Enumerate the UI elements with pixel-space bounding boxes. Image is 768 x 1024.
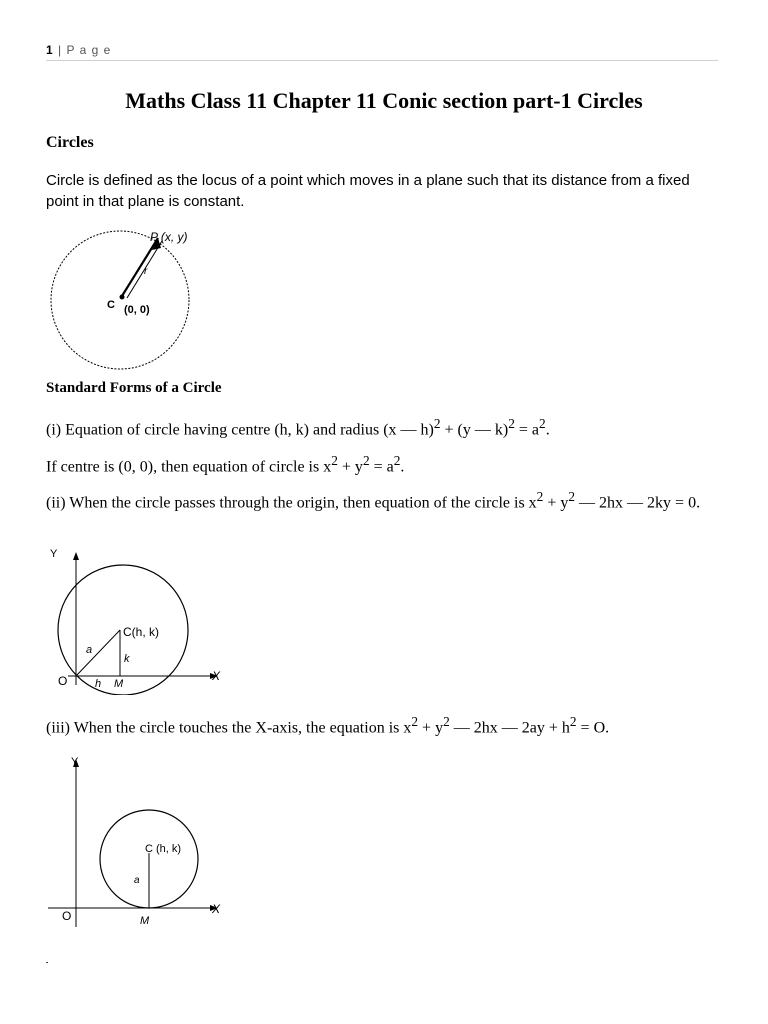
page-title: Maths Class 11 Chapter 11 Conic section part-1 Circles	[125, 88, 643, 113]
footer-mark	[46, 962, 48, 963]
m-label: M	[114, 678, 124, 690]
circle-definition: Circle is defined as the locus of a point which moves in a plane such that its distance from a fixed point in that plane is constant.	[46, 172, 690, 210]
centre-point	[120, 295, 125, 300]
origin-label: O	[62, 909, 72, 923]
circle-through-origin-figure	[40, 540, 240, 695]
equation-centre-hk: (i) Equation of circle having centre (h, k) and radius (x — h)$^2$ + (y — $k)^2 = a^2$.	[46, 416, 550, 439]
equation-centre-origin: If centre is (0, 0), then equation of circle is $x^2 + y^2 = a^2$.	[46, 453, 405, 476]
radius-label: r	[144, 266, 148, 277]
radius-label: a	[86, 644, 93, 656]
radius-line	[76, 630, 120, 676]
centre-coords: (0, 0)	[124, 304, 150, 316]
page-label: P a g e	[66, 43, 112, 57]
h-label: h	[95, 678, 102, 690]
circles-heading: Circles	[46, 134, 94, 151]
y-axis-arrow-icon	[73, 552, 79, 560]
y-label: Y	[71, 756, 79, 768]
equation-touches-x-axis: (iii) When the circle touches the X-axis, the equation is $x^2 + y^2$ — 2hx — $2ay + h^2 = O$.	[46, 714, 610, 737]
radius-line	[122, 238, 158, 296]
k-label: k	[124, 653, 130, 665]
standard-forms-heading: Standard Forms of a Circle	[46, 380, 222, 396]
circle-touches-x-axis-figure	[40, 745, 240, 935]
centre-label: C	[107, 299, 115, 311]
centre-label: C (h, k)	[145, 843, 182, 855]
circle-outline	[51, 231, 189, 369]
x-label: X	[212, 669, 221, 683]
header-divider	[46, 60, 718, 61]
x-label: X	[212, 902, 221, 916]
y-label: Y	[50, 548, 58, 560]
point-label: P (x, y)	[150, 230, 188, 244]
page-separator: |	[53, 43, 67, 57]
page-header	[46, 43, 111, 57]
circle-origin-figure	[40, 222, 210, 372]
equation-through-origin: (ii) When the circle passes through the origin, then equation of the circle is $x^2 + y^2$ — 2hx — 2ky = 0.	[46, 489, 701, 512]
centre-label: C(h, k)	[123, 625, 159, 639]
radius-label: a	[134, 875, 140, 886]
m-label: M	[140, 915, 150, 927]
page-number: 1	[46, 43, 54, 57]
origin-label: O	[58, 674, 68, 688]
